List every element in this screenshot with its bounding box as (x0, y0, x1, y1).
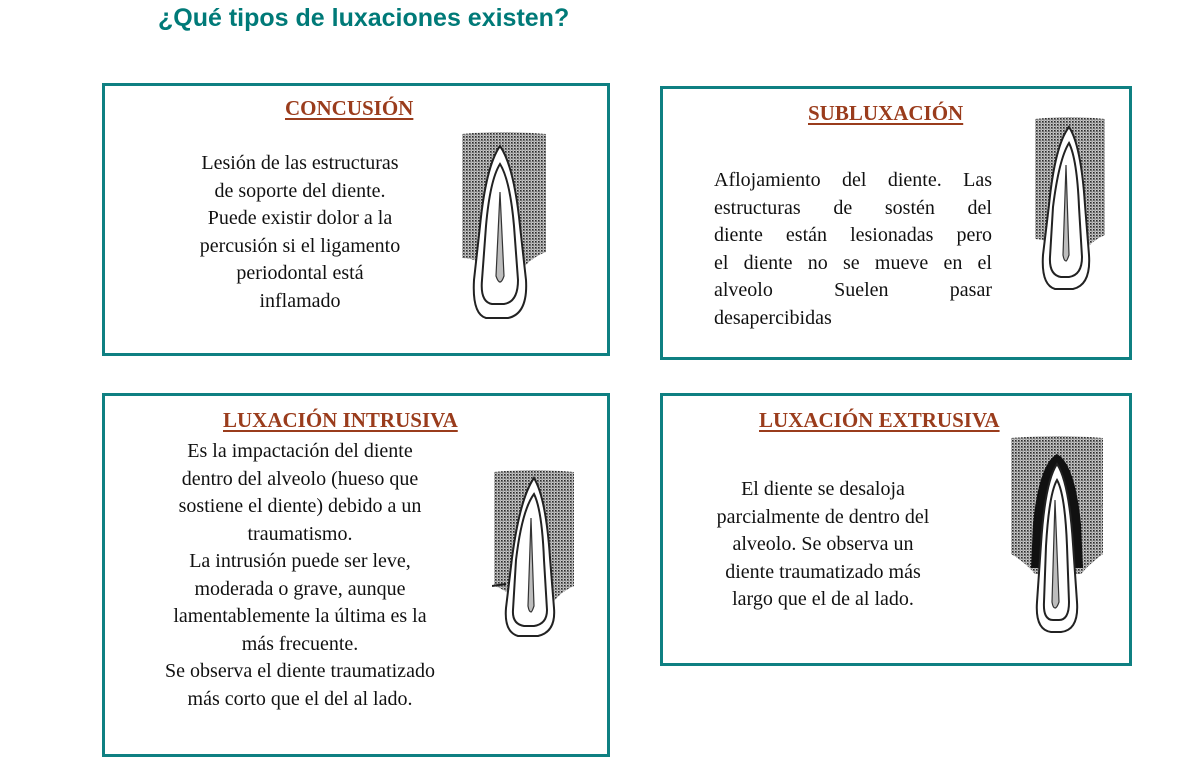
card-concusion (102, 83, 610, 356)
card-text: Es la impactación del diente dentro del alveolo (hueso que sostiene el diente) debido a un traumatismo. La intrusión puede ser leve, moderada o grave, aunque lamentablemente la última es la más frecuente. Se observa el diente traumatizado más corto que el del al lado. (165, 440, 435, 710)
card-text: Aflojamiento del diente. Las estructuras de sostén del diente están lesionadas pero el diente no se mueve en el alveolo Suelen pasar desapercibidas (714, 169, 992, 329)
card-text: Lesión de las estructuras de soporte del diente. Puede existir dolor a la percusión si el ligamento periodontal está inflamado (199, 152, 401, 312)
card-luxacion-intrusiva (102, 393, 610, 757)
card-heading: LUXACIÓN EXTRUSIVA (759, 408, 1000, 432)
tooth-extrusion-illustration (1009, 434, 1107, 634)
card-text: El diente se desaloja parcialmente de dentro del alveolo. Se observa un diente traumatizado más largo que el de al lado. (716, 478, 930, 610)
card-subluxacion (660, 86, 1132, 360)
tooth-subluxation-illustration (1033, 115, 1109, 293)
tooth-concussion-illustration (460, 130, 550, 322)
card-heading: SUBLUXACIÓN (808, 101, 964, 125)
tooth-intrusion-illustration (492, 468, 578, 640)
page-title: ¿Qué tipos de luxaciones existen? (158, 4, 570, 32)
card-luxacion-extrusiva (660, 393, 1132, 666)
card-heading: LUXACIÓN INTRUSIVA (223, 408, 458, 432)
card-heading: CONCUSIÓN (285, 96, 414, 120)
